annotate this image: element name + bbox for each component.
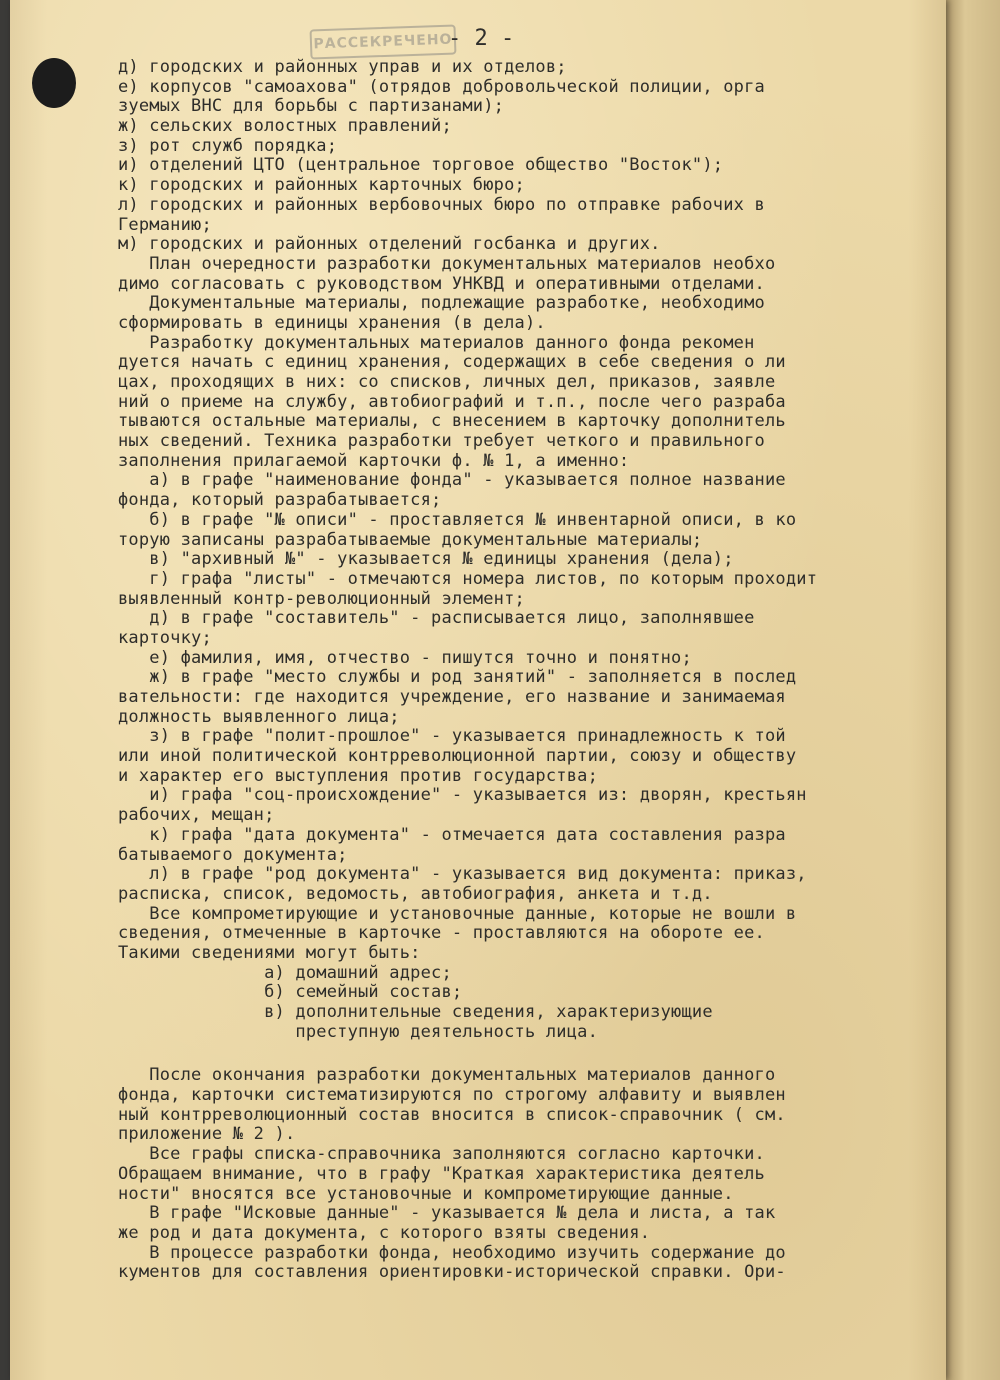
- text-line: в) дополнительные сведения, характеризующие: [118, 1002, 713, 1022]
- text-line: сформировать в единицы хранения (в дела).: [118, 312, 546, 333]
- text-line: и) отделений ЦТО (центральное торговое общество "Восток");: [118, 155, 724, 176]
- text-line: а) домашний адрес;: [118, 962, 452, 983]
- text-line: б) семейный состав;: [118, 982, 463, 1003]
- text-line: же род и дата документа, с которого взяты сведения.: [118, 1222, 651, 1243]
- text-line: кументов для составления ориентировки-исторической справки. Ори-: [118, 1262, 786, 1283]
- text-line: Такими сведениями могут быть:: [118, 942, 421, 963]
- text-line: б) в графе "№ описи" - проставляется № инвентарной описи, в ко: [118, 509, 797, 530]
- text-line: к) графа "дата документа" - отмечается дата составления разра: [118, 824, 786, 845]
- text-line: рабочих, мещан;: [118, 805, 275, 826]
- text-line: План очередности разработки документальных материалов необхо: [118, 253, 776, 274]
- text-line: приложение № 2 ).: [118, 1124, 296, 1145]
- text-line: и) графа "соц-происхождение" - указывается из: дворян, крестьян: [118, 785, 807, 806]
- paragraph-gap: [118, 1042, 978, 1066]
- text-line: м) городских и районных отделений госбанка и других.: [118, 234, 661, 255]
- text-line: л) в графе "род документа" - указывается вид документа: приказ,: [118, 864, 807, 885]
- text-line: или иной политической контрреволюционной партии, союзу и обществу: [118, 746, 797, 767]
- text-line: д) в графе "составитель" - расписывается лицо, заполнявшее: [118, 608, 755, 629]
- text-line: димо согласовать с руководством УНКВД и оперативными отделами.: [118, 273, 765, 294]
- text-line: з) в графе "полит-прошлое" - указывается принадлежность к той: [118, 726, 786, 747]
- text-line: преступную деятельность лица.: [118, 1021, 599, 1042]
- document-page: [10, 0, 946, 1380]
- text-block-final: [118, 1066, 978, 1283]
- text-line: фонда, который разрабатывается;: [118, 490, 442, 511]
- text-line: должность выявленного лица;: [118, 706, 400, 727]
- text-line: г) графа "листы" - отмечаются номера листов, по которым проходит: [118, 568, 818, 589]
- text-line: Документальные материалы, подлежащие разработке, необходимо: [118, 293, 765, 314]
- text-line: Обращаем внимание, что в графу "Краткая характеристика деятель: [118, 1163, 765, 1184]
- text-line: зуемых ВНС для борьбы с партизанами);: [118, 96, 505, 117]
- text-line: карточку;: [118, 627, 212, 648]
- text-line: батываемого документа;: [118, 844, 348, 865]
- text-line: После окончания разработки документальных материалов данного: [118, 1065, 776, 1086]
- text-line: расписка, список, ведомость, автобиография, анкета и т.д.: [118, 883, 713, 904]
- text-line: ж) сельских волостных правлений;: [118, 116, 452, 137]
- text-line: фонда, карточки систематизируются по строгому алфавиту и выявлен: [118, 1085, 786, 1106]
- text-line: ных сведений. Техника разработки требует четкого и правильного: [118, 431, 765, 452]
- punch-hole: [32, 58, 76, 108]
- text-line: л) городских и районных вербовочных бюро по отправке рабочих в: [118, 194, 765, 215]
- text-line: е) фамилия, имя, отчество - пишутся точно и понятно;: [118, 647, 692, 668]
- text-line: ности" вносятся все установочные и компрометирующие данные.: [118, 1183, 734, 1204]
- text-line: В графе "Исковые данные" - указывается № дела и листа, а так: [118, 1203, 776, 1224]
- document-body: [118, 58, 978, 1283]
- text-line: а) в графе "наименование фонда" - указывается полное название: [118, 470, 786, 491]
- text-line: и характер его выступления против государства;: [118, 765, 599, 786]
- text-line: В процессе разработки фонда, необходимо изучить содержание до: [118, 1242, 786, 1263]
- text-line: тываются остальные материалы, с внесением в карточку дополнитель: [118, 411, 786, 432]
- text-line: д) городских и районных управ и их отделов;: [118, 57, 567, 77]
- text-line: к) городских и районных карточных бюро;: [118, 175, 525, 196]
- text-line: дуется начать с единиц хранения, содержащих в себе сведения о ли: [118, 352, 786, 373]
- text-line: з) рот служб порядка;: [118, 135, 338, 156]
- declassified-stamp: РАССЕКРЕЧЕНО: [310, 24, 457, 59]
- text-line: Разработку документальных материалов данного фонда рекомен: [118, 332, 755, 353]
- text-line: в) "архивный №" - указывается № единицы хранения (дела);: [118, 549, 734, 570]
- text-line: выявленный контр-революционный элемент;: [118, 588, 525, 609]
- text-line: Все графы списка-справочника заполняются согласно карточки.: [118, 1144, 765, 1165]
- text-line: е) корпусов "самоахова" (отрядов добровольческой полиции, орга: [118, 76, 765, 97]
- text-line: ж) в графе "место службы и род занятий" - заполняется в послед: [118, 667, 797, 688]
- text-block-main: [118, 58, 978, 1042]
- page-number: - 2 -: [448, 26, 515, 51]
- text-line: заполнения прилагаемой карточки ф. № 1, а именно:: [118, 450, 630, 471]
- text-line: Все компрометирующие и установочные данные, которые не вошли в: [118, 903, 797, 924]
- text-line: ный контрреволюционный состав вносится в список-справочник ( см.: [118, 1104, 786, 1125]
- text-line: ний о приеме на службу, автобиографий и т.п., после чего разраба: [118, 391, 786, 412]
- text-line: цах, проходящих в них: со списков, личных дел, приказов, заявле: [118, 372, 776, 392]
- text-line: сведения, отмеченные в карточке - проставляются на обороте ее.: [118, 923, 765, 944]
- text-line: Германию;: [118, 214, 212, 235]
- text-line: вательности: где находится учреждение, его название и занимаемая: [118, 687, 786, 707]
- text-line: торую записаны разрабатываемые документальные материалы;: [118, 529, 703, 550]
